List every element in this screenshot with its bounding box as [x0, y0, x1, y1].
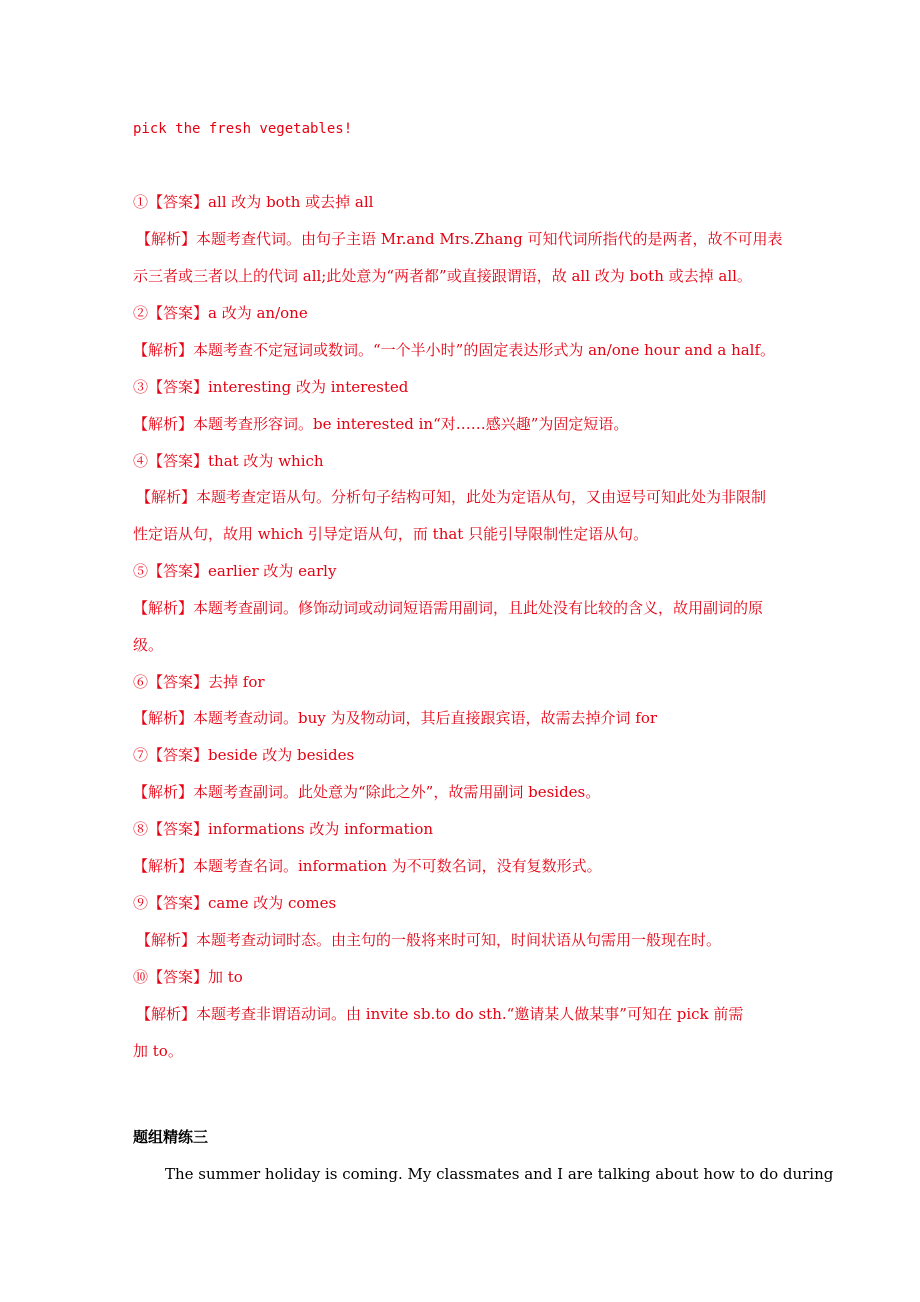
answer-line-10: ⑩【答案】加 to [133, 968, 243, 986]
answer-line-2: ②【答案】a 改为 an/one [133, 304, 308, 322]
answer-line-6: ⑥【答案】去掉 for [133, 673, 265, 691]
answer-line-1: ①【答案】all 改为 both 或去掉 all [133, 193, 374, 211]
answer-line-3: ③【答案】interesting 改为 interested [133, 378, 409, 396]
analysis-line-10-cont: 加 to。 [133, 1042, 183, 1060]
analysis-line-9: 【解析】本题考查动词时态。由主句的一般将来时可知，时间状语从句需用一般现在时。 [136, 931, 722, 949]
section-title: 题组精练三 [133, 1128, 209, 1146]
answer-line-4: ④【答案】that 改为 which [133, 452, 324, 470]
analysis-line-7: 【解析】本题考查副词。此处意为“除此之外”，故需用副词 besides。 [133, 783, 601, 801]
analysis-line-8: 【解析】本题考查名词。information 为不可数名词，没有复数形式。 [133, 857, 602, 875]
passage-line: The summer holiday is coming. My classmates and I are talking about how to do during [165, 1165, 834, 1183]
answer-line-5: ⑤【答案】earlier 改为 early [133, 562, 337, 580]
answer-line-7: ⑦【答案】beside 改为 besides [133, 746, 355, 764]
analysis-line-1: 【解析】本题考查代词。由句子主语 Mr.and Mrs.Zhang 可知代词所指代的是两者，故不可用表 [136, 230, 783, 248]
analysis-line-4-cont: 性定语从句，故用 which 引导定语从句，而 that 只能引导限制性定语从句。 [133, 525, 649, 543]
analysis-line-3: 【解析】本题考查形容词。be interested in“对……感兴趣”为固定短语。 [133, 415, 629, 433]
analysis-line-6: 【解析】本题考查动词。buy 为及物动词，其后直接跟宾语，故需去掉介词 for [133, 709, 658, 727]
answer-line-9: ⑨【答案】came 改为 comes [133, 894, 337, 912]
analysis-line-10: 【解析】本题考查非谓语动词。由 invite sb.to do sth.“邀请某人做某事”可知在 pick 前需 [136, 1005, 744, 1023]
analysis-line-5: 【解析】本题考查副词。修饰动词或动词短语需用副词，且此处没有比较的含义，故用副词的原 [133, 599, 764, 617]
answer-line-8: ⑧【答案】informations 改为 information [133, 820, 434, 838]
analysis-line-5-cont: 级。 [133, 636, 164, 654]
analysis-line-1-cont: 示三者或三者以上的代词 all;此处意为“两者都”或直接跟谓语，故 all 改为 both 或去掉 all。 [133, 267, 752, 285]
analysis-line-2: 【解析】本题考查不定冠词或数词。“一个半小时”的固定表达形式为 an/one hour and a half。 [133, 341, 776, 359]
analysis-line-4: 【解析】本题考查定语从句。分析句子结构可知，此处为定语从句，又由逗号可知此处为非限制 [136, 488, 767, 506]
text-line: pick the fresh vegetables! [133, 121, 353, 137]
